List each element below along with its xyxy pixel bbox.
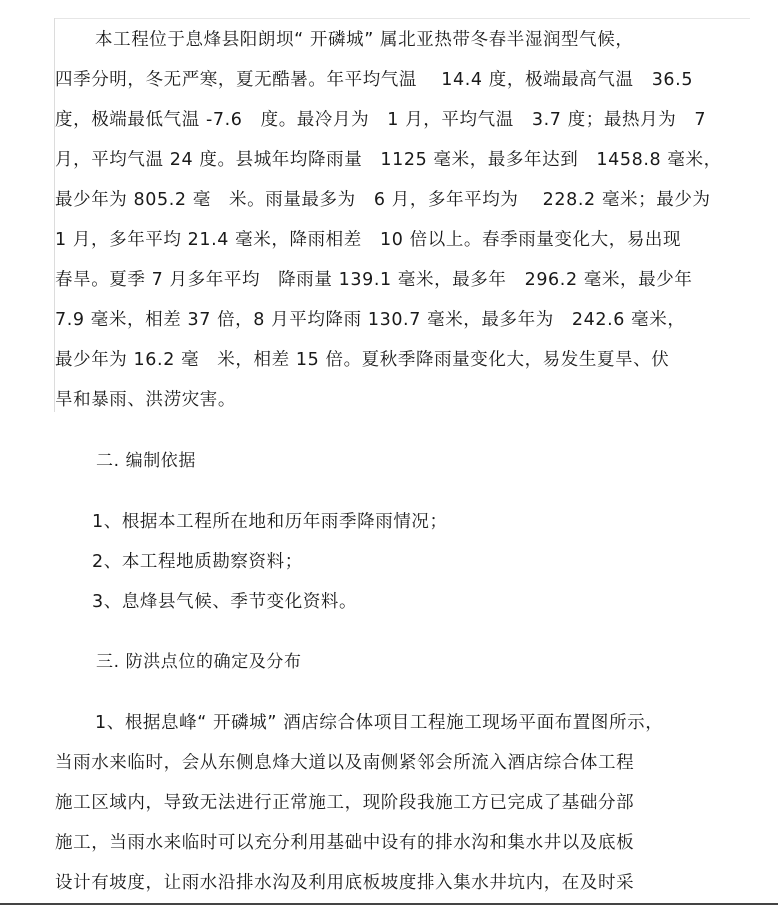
paragraph-line: 旱和暴雨、洪涝灾害。 <box>55 390 236 410</box>
paragraph-line: 当雨水来临时，会从东侧息烽大道以及南侧紧邻会所流入酒店综合体工程 <box>55 753 635 773</box>
paragraph-line: 设计有坡度，让雨水沿排水沟及利用底板坡度排入集水井坑内，在及时采 <box>55 873 635 893</box>
list-item: 3、息烽县气候、季节变化资料。 <box>92 592 358 612</box>
paragraph-line: 7.9 毫米，相差 37 倍，8 月平均降雨 130.7 毫米，最多年为 242.6 毫米， <box>55 310 686 330</box>
paragraph-line: 施工，当雨水来临时可以充分利用基础中设有的排水沟和集水井以及底板 <box>55 833 635 853</box>
paragraph-line: 月，平均气温 24 度。县城年均降雨量 1125 毫米，最多年达到 1458.8 毫米， <box>55 150 722 170</box>
paragraph-line: 本工程位于息烽县阳朗坝“ 开磷城” 属北亚热带冬春半湿润型气候， <box>95 30 634 50</box>
paragraph-line: 春旱。夏季 7 月多年平均 降雨量 139.1 毫米，最多年 296.2 毫米，最少年 <box>55 270 693 290</box>
paragraph-line: 最少年为 16.2 毫 米，相差 15 倍。夏秋季降雨量变化大，易发生夏旱、伏 <box>55 350 670 370</box>
section-heading: 三. 防洪点位的确定及分布 <box>96 652 302 672</box>
paragraph-line: 四季分明，冬无严寒，夏无酷暑。年平均气温 14.4 度，极端最高气温 36.5 <box>55 70 694 90</box>
paragraph-line: 施工区域内，导致无法进行正常施工，现阶段我施工方已完成了基础分部 <box>55 793 635 813</box>
paragraph-frame-top <box>54 18 750 19</box>
page-bottom-rule <box>0 903 778 905</box>
paragraph-line: 1 月，多年平均 21.4 毫米，降雨相差 10 倍以上。春季雨量变化大，易出现 <box>55 230 682 250</box>
paragraph-line: 度，极端最低气温 -7.6 度。最冷月为 1 月，平均气温 3.7 度；最热月为 7 <box>55 110 707 130</box>
paragraph-line: 1、根据息峰“ 开磷城” 酒店综合体项目工程施工现场平面布置图所示， <box>95 713 664 733</box>
list-item: 2、本工程地质勘察资料； <box>92 552 303 572</box>
paragraph-line: 最少年为 805.2 毫 米。雨量最多为 6 月，多年平均为 228.2 毫米；最少为 <box>55 190 711 210</box>
section-heading: 二. 编制依据 <box>96 451 197 471</box>
list-item: 1、根据本工程所在地和历年雨季降雨情况； <box>92 512 448 532</box>
